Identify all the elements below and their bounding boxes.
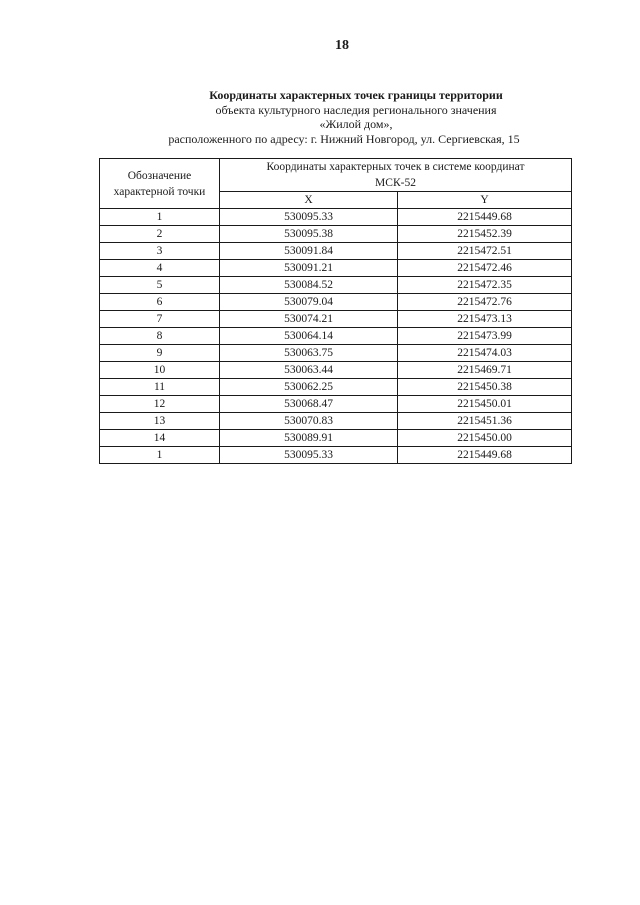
cell-y: 2215472.46 [398,260,572,277]
table-row [100,226,572,243]
table-header-row [100,159,572,192]
cell-x: 530074.21 [220,311,398,328]
table-row [100,328,572,345]
coordinates-table [99,158,572,464]
header-x: X [220,192,398,209]
header-point-designation: Обозначение характерной точки [100,159,220,209]
cell-x: 530084.52 [220,277,398,294]
cell-point: 1 [100,209,220,226]
cell-y: 2215449.68 [398,447,572,464]
cell-x: 530095.38 [220,226,398,243]
cell-y: 2215473.99 [398,328,572,345]
cell-y: 2215473.13 [398,311,572,328]
cell-y: 2215472.76 [398,294,572,311]
cell-y: 2215450.01 [398,396,572,413]
heading-object-name: «Жилой дом», [319,117,393,131]
cell-point: 11 [100,379,220,396]
heading-object-type: объекта культурного наследия регионального значения [215,102,497,117]
cell-x: 530062.25 [220,379,398,396]
cell-point: 13 [100,413,220,430]
header-y: Y [398,192,572,209]
table-row [100,243,572,260]
cell-point: 2 [100,226,220,243]
table-row [100,430,572,447]
cell-y: 2215452.39 [398,226,572,243]
cell-point: 5 [100,277,220,294]
table-row [100,379,572,396]
table-row [100,311,572,328]
cell-y: 2215472.35 [398,277,572,294]
cell-point: 9 [100,345,220,362]
cell-x: 530095.33 [220,209,398,226]
cell-point: 1 [100,447,220,464]
table-row [100,396,572,413]
heading-address: расположенного по адресу: г. Нижний Новгород, ул. Сергиевская, 15 [168,131,520,146]
cell-x: 530095.33 [220,447,398,464]
cell-y: 2215450.00 [398,430,572,447]
cell-x: 530079.04 [220,294,398,311]
cell-x: 530070.83 [220,413,398,430]
cell-y: 2215451.36 [398,413,572,430]
header-coordinate-system [220,159,572,192]
table-body [100,209,572,464]
cell-point: 12 [100,396,220,413]
page-number: 18 [335,38,349,53]
table-row [100,413,572,430]
cell-y: 2215450.38 [398,379,572,396]
table-row [100,294,572,311]
table-row [100,260,572,277]
cell-point: 10 [100,362,220,379]
cell-point: 4 [100,260,220,277]
header-coordinate-system-line2: МСК-52 [375,177,416,189]
cell-y: 2215472.51 [398,243,572,260]
heading-title: Координаты характерных точек границы территории [209,88,503,102]
cell-point: 8 [100,328,220,345]
cell-y: 2215449.68 [398,209,572,226]
cell-x: 530063.75 [220,345,398,362]
table-row [100,209,572,226]
table-row [100,345,572,362]
cell-point: 7 [100,311,220,328]
header-coordinate-system-line1: Координаты характерных точек в системе координат [266,161,525,173]
document-heading [0,88,640,146]
table-row [100,277,572,294]
cell-point: 14 [100,430,220,447]
cell-x: 530064.14 [220,328,398,345]
cell-y: 2215469.71 [398,362,572,379]
cell-x: 530091.21 [220,260,398,277]
cell-y: 2215474.03 [398,345,572,362]
cell-point: 3 [100,243,220,260]
cell-x: 530089.91 [220,430,398,447]
cell-x: 530068.47 [220,396,398,413]
cell-point: 6 [100,294,220,311]
cell-x: 530063.44 [220,362,398,379]
table-row [100,447,572,464]
cell-x: 530091.84 [220,243,398,260]
table-row [100,362,572,379]
